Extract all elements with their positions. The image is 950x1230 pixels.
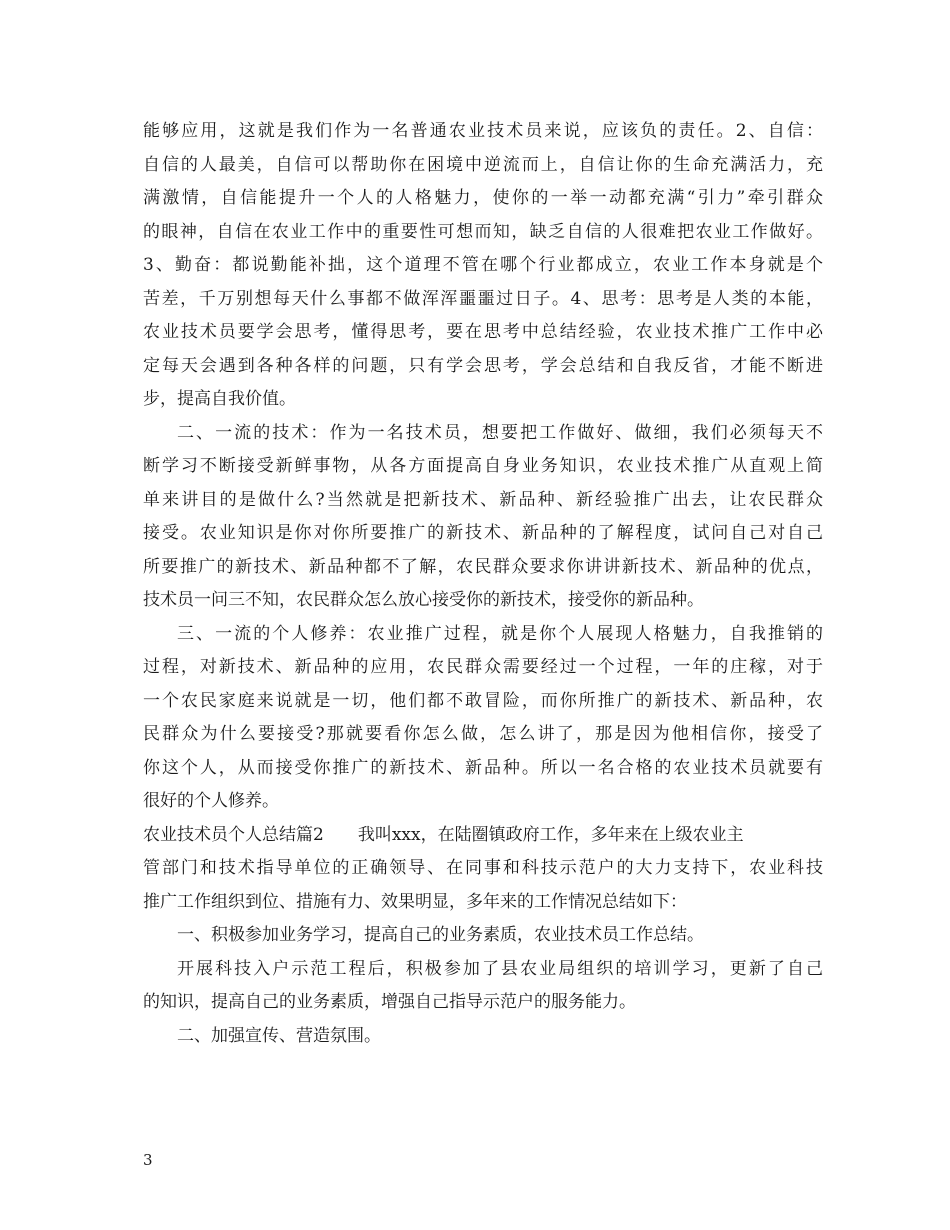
text-line: 的眼神，自信在农业工作中的重要性可想而知，缺乏自信的人很难把农业工作做好。 xyxy=(143,221,823,242)
section-title: 农业技术员个人总结篇2 xyxy=(143,824,324,845)
text-line: 你这个人，从而接受你推广的新技术、新品种。所以一名合格的农业技术员就要有 xyxy=(143,757,823,778)
text-line: 步，提高自我价值。 xyxy=(143,389,296,409)
text-line: 技术员一问三不知，农民群众怎么放心接受你的新技术，接受你的新品种。 xyxy=(143,590,704,610)
text-line: 自信的人最美，自信可以帮助你在困境中逆流而上，自信让你的生命充满活力，充 xyxy=(143,154,823,175)
text-line: 断学习不断接受新鲜事物，从各方面提高自身业务知识，农业技术推广从直观上简 xyxy=(143,456,823,476)
page-number: 3 xyxy=(143,1151,153,1169)
text-line: 接受。农业知识是你对你所要推广的新技术、新品种的了解程度，试问自己对自己 xyxy=(143,523,823,543)
section-intro: 我叫xxx，在陆圈镇政府工作，多年来在上级农业主 xyxy=(357,824,744,845)
text-line: 很好的个人修养。 xyxy=(143,791,279,811)
document-body xyxy=(143,115,823,1053)
text-line: 二、一流的技术：作为一名技术员，想要把工作做好、做细，我们必须每天不 xyxy=(177,422,823,443)
text-line: 推广工作组织到位、措施有力、效果明显，多年来的工作情况总结如下： xyxy=(143,891,687,912)
text-line: 农业技术员要学会思考，懂得思考，要在思考中总结经验，农业技术推广工作中必 xyxy=(143,322,823,342)
text-line: 单来讲目的是做什么?当然就是把新技术、新品种、新经验推广出去，让农民群众 xyxy=(143,489,823,510)
text-line: 一个农民家庭来说就是一切，他们都不敢冒险，而你所推广的新技术、新品种，农 xyxy=(143,690,823,711)
text-line: 二、加强宣传、营造氛围。 xyxy=(177,1025,381,1046)
section-heading-line xyxy=(143,819,823,853)
text-line: 过程，对新技术、新品种的应用，农民群众需要经过一个过程，一年的庄稼，对于 xyxy=(143,657,823,677)
text-line: 管部门和技术指导单位的正确领导、在同事和科技示范户的大力支持下，农业科技 xyxy=(143,858,823,878)
text-line: 所要推广的新技术、新品种都不了解，农民群众要求你讲讲新技术、新品种的优点， xyxy=(143,556,823,577)
text-line: 开展科技入户示范工程后，积极参加了县农业局组织的培训学习，更新了自己 xyxy=(177,958,823,979)
text-line: 的知识，提高自己的业务素质，增强自己指导示范户的服务能力。 xyxy=(143,992,636,1012)
text-line: 能够应用，这就是我们作为一名普通农业技术员来说，应该负的责任。2、自信： xyxy=(143,121,823,141)
text-line: 民群众为什么要接受?那就要看你怎么做，怎么讲了，那是因为他相信你，接受了 xyxy=(143,724,823,744)
text-line: 满激情，自信能提升一个人的人格魅力，使你的一举一动都充满“引力”牵引群众 xyxy=(143,188,823,208)
text-line: 定每天会遇到各种各样的问题，只有学会思考，学会总结和自我反省，才能不断进 xyxy=(143,355,823,376)
text-line: 三、一流的个人修养：农业推广过程，就是你个人展现人格魅力，自我推销的 xyxy=(177,623,823,644)
text-line: 一、积极参加业务学习，提高自己的业务素质，农业技术员工作总结。 xyxy=(177,925,704,945)
text-line: 苦差，千万别想每天什么事都不做浑浑噩噩过日子。4、思考：思考是人类的本能， xyxy=(143,288,823,309)
text-line: 3、勤奋：都说勤能补拙，这个道理不管在哪个行业都成立，农业工作本身就是个 xyxy=(143,255,823,275)
